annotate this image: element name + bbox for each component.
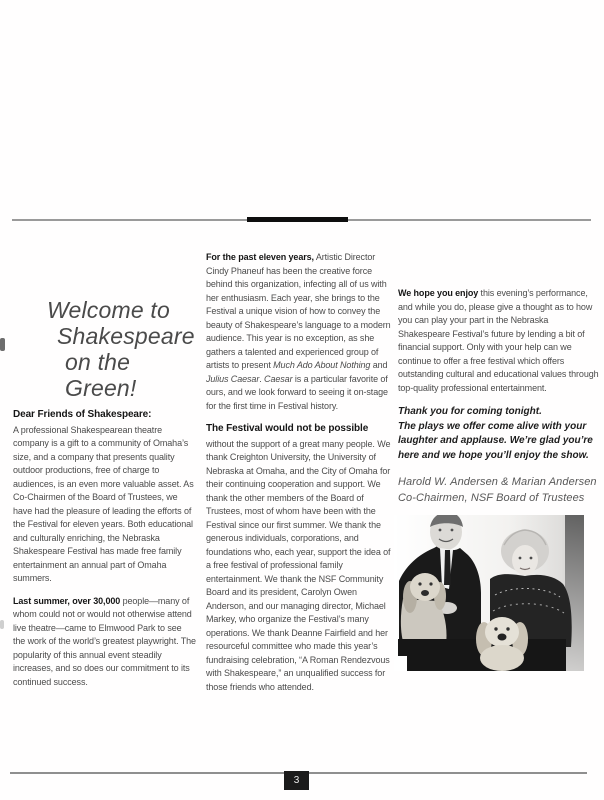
middle-paragraph-1-text: is a particular favorite of ours, and we look forward to seeing it on-stage for the first time in Festival history. (206, 373, 388, 411)
page-number-value: 3 (293, 774, 300, 786)
left-paragraph-1-text: A professional Shakespearean theatre company is a gift to a community of Omaha’s size, and a company that presents quality outdoor productions, free of charge to audiences, is an even more valuable asset. As Co-Chairmen of the Board of Trustees, we have had the pleasure of leading the efforts of the Festival for eleven years. Both educational and culturally enriching, the Nebraska Shakespeare Festival has made free family entertainment an annual part of Omaha summers. (13, 424, 194, 583)
page-title-line3: on the Green! (65, 349, 137, 401)
andersens-photo (394, 515, 584, 671)
middle-paragraph-2-text: without the support of a great many people. We thank Creighton University, the University of Nebraska at Omaha, and the City of Omaha for their continuing cooperation and support. We thank the other members of the Board of Trustees, most of whom have been with the Festival since our first summer. We thank the generous individuals, corporations, and foundations who, each year, support the idea of a free festival of professional family entertainment. We thank the NSF Community Board and its president, Carolyn Owen Anderson, and our managing director, Michael Markey, who organize the Festival’s many operations. We thank Deanne Fairfield and her resourceful committee who made this year’s fundraising celebration, “A Roman Rendezvous with Shakespeare,” an unqualified success for those friends who attended. (206, 438, 391, 692)
scan-artifact (0, 338, 5, 351)
left-paragraph-2 (13, 595, 196, 690)
left-paragraph-1 (13, 424, 196, 586)
middle-paragraph-1-text: and (370, 360, 388, 370)
left-paragraph-2-lead: Last summer, over 30,000 (13, 595, 121, 606)
top-rule-accent (247, 217, 348, 222)
right-column (398, 287, 599, 671)
thank-you-line1: Thank you for coming tonight. (398, 406, 542, 417)
page-title (13, 297, 196, 401)
middle-paragraph-1 (206, 251, 391, 413)
right-paragraph-1-lead: We hope you enjoy (398, 288, 479, 298)
play-title-much-ado: Much Ado About Nothing (273, 360, 371, 370)
middle-paragraph-1-text: Artistic Director Cindy Phaneuf has been the creative force behind this organization, infecting all of us with her enthusiasm. Each year, she brings to the Festival a unique vision of how to convey the beauty of Shakespeare’s language to a modern audience. This year is no exception, as she gathers a talented and experienced group of artists to present (206, 252, 391, 370)
middle-paragraph-1-text: . (259, 373, 265, 384)
right-paragraph-1-text: this evening’s performance, and while you do, please give a thought as to how you can play your part in the Nebraska Shakespeare Festival’s future by lending a bit of financial support. Only with your help can we continue to offer a free festival which offers outstanding cultural and educational values through top-quality professional entertainment. (398, 288, 599, 393)
signature-names: Harold W. Andersen & Marian Andersen (398, 476, 597, 488)
page-number (284, 771, 309, 790)
signature-role: Co-Chairmen, NSF Board of Trustees (398, 491, 585, 504)
left-paragraph-2-text: people—many of whom could not or would not otherwise attend live theatre—came to Elmwood Park to see the work of the world’s greatest playwright. The popularity of this annual event steadily increases, and so does our commitment to its continued success. (13, 595, 196, 687)
thank-you-block (398, 405, 599, 463)
page-title-line2: Shakespeare (57, 323, 195, 349)
andersens-photo-graphic (394, 515, 584, 671)
thank-you-text: The plays we offer come alive with your laughter and applause. We’re glad you’re here and we hope you’ll enjoy the show. (398, 420, 593, 461)
play-title-julius-caesar: Julius Caesar (206, 373, 260, 384)
middle-paragraph-1-lead: For the past eleven years, (206, 252, 314, 262)
left-column (13, 297, 196, 698)
middle-paragraph-2 (206, 438, 391, 695)
page-title-line1: Welcome to (47, 297, 171, 323)
salutation-heading: Dear Friends of Shakespeare: (13, 409, 152, 420)
middle-column (206, 251, 391, 703)
play-title-caesar: Caesar (264, 373, 293, 384)
festival-support-heading: The Festival would not be possible (206, 423, 369, 434)
signature-block (398, 475, 599, 506)
scan-artifact (0, 620, 4, 629)
right-paragraph-1 (398, 287, 599, 395)
